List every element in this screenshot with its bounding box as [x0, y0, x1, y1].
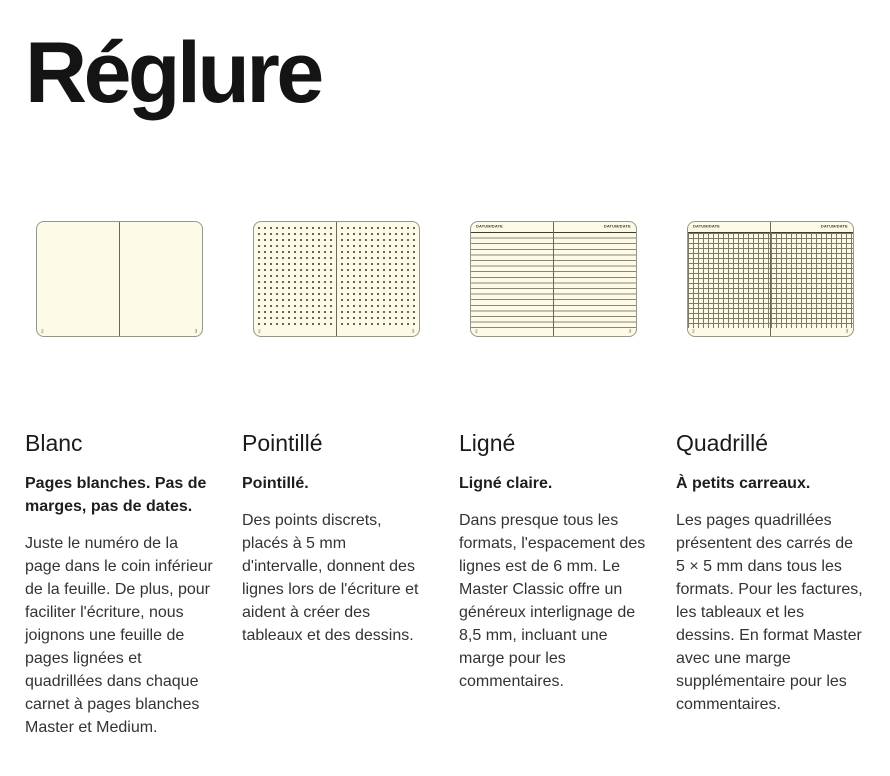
- ruling-description-blanc: Juste le numéro de la page dans le coin inférieur de la feuille. De plus, pour faciliter l'écriture, nous joignons une feuille de pages lignées et quadrillées dans chaque carnet à pages blanches Master et Medium.: [25, 534, 213, 736]
- grid-squares-surface: [688, 233, 770, 328]
- notebook-preview-wrap: [242, 221, 430, 337]
- ruling-heading-ligne: Ligné: [459, 429, 516, 456]
- column-ligne: [459, 221, 647, 739]
- notebook-preview-blank: [36, 221, 203, 337]
- ruling-description-ligne: Dans presque tous les formats, l'espacement des lignes est de 6 mm. Le Master Classic offre un généreux interlignage de 8,5 mm, incluant une marge pour les commentaires.: [459, 511, 646, 690]
- notebook-preview-grid: [687, 221, 854, 337]
- ruling-subheading-ligne: Ligné claire.: [459, 474, 553, 492]
- notebook-left-page: [37, 222, 119, 336]
- datum-date-label: DATUM/DATE: [692, 224, 720, 229]
- date-header-row: [471, 222, 553, 233]
- blank-page-surface: [120, 222, 202, 336]
- notebook-preview-wrap: [25, 221, 213, 337]
- notebook-preview-wrap: [676, 221, 864, 337]
- ruled-lines-surface: [554, 233, 636, 328]
- page-title: Réglure: [25, 25, 321, 121]
- notebook-right-page: [770, 222, 853, 336]
- ruling-columns: [25, 221, 890, 739]
- notebook-right-page: [119, 222, 202, 336]
- dot-grid-surface: [341, 227, 415, 328]
- page-number-left: 2: [691, 329, 695, 334]
- notebook-preview-dotted: [253, 221, 420, 337]
- ruling-subheading-pointille: Pointillé.: [242, 474, 309, 492]
- notebook-left-page: [254, 222, 336, 336]
- page-number-right: 3: [845, 329, 849, 334]
- page-number-right: 3: [194, 329, 198, 334]
- datum-date-label: DATUM/DATE: [820, 224, 848, 229]
- ruling-heading-quadrille: Quadrillé: [676, 429, 769, 456]
- notebook-left-page: [688, 222, 770, 336]
- notebook-left-page: [471, 222, 553, 336]
- datum-date-label: DATUM/DATE: [475, 224, 503, 229]
- column-pointille: [242, 221, 430, 739]
- ruled-lines-surface: [471, 233, 553, 328]
- ruling-heading-pointille: Pointillé: [242, 429, 323, 456]
- blank-page-surface: [37, 222, 119, 336]
- notebook-right-page: [336, 222, 419, 336]
- ruling-description-quadrille: Les pages quadrillées présentent des carrés de 5 × 5 mm dans tous les formats. Pour les factures, les tableaux et les dessins. En format Master avec une marge supplémentaire pour les commentaires.: [676, 511, 863, 713]
- page-number-left: 2: [257, 329, 261, 334]
- ruling-heading-blanc: Blanc: [25, 429, 83, 456]
- column-quadrille: [676, 221, 864, 739]
- ruling-subheading-blanc: Pages blanches. Pas de marges, pas de dates.: [25, 474, 207, 515]
- notebook-right-page: [553, 222, 636, 336]
- notebook-preview-lined: [470, 221, 637, 337]
- datum-date-label: DATUM/DATE: [603, 224, 631, 229]
- date-header-row: [688, 222, 770, 233]
- date-header-row: [771, 222, 853, 233]
- page-number-left: 2: [474, 329, 478, 334]
- page-number-left: 2: [40, 329, 44, 334]
- ruling-subheading-quadrille: À petits carreaux.: [676, 474, 811, 492]
- page-number-right: 3: [628, 329, 632, 334]
- date-header-row: [554, 222, 636, 233]
- column-blanc: [25, 221, 213, 739]
- grid-squares-surface: [771, 233, 853, 328]
- ruling-description-pointille: Des points discrets, placés à 5 mm d'intervalle, donnent des lignes lors de l'écriture et aident à créer des tableaux et des dessins.: [242, 511, 419, 644]
- notebook-preview-wrap: [459, 221, 647, 337]
- dot-grid-surface: [258, 227, 332, 328]
- page-number-right: 3: [411, 329, 415, 334]
